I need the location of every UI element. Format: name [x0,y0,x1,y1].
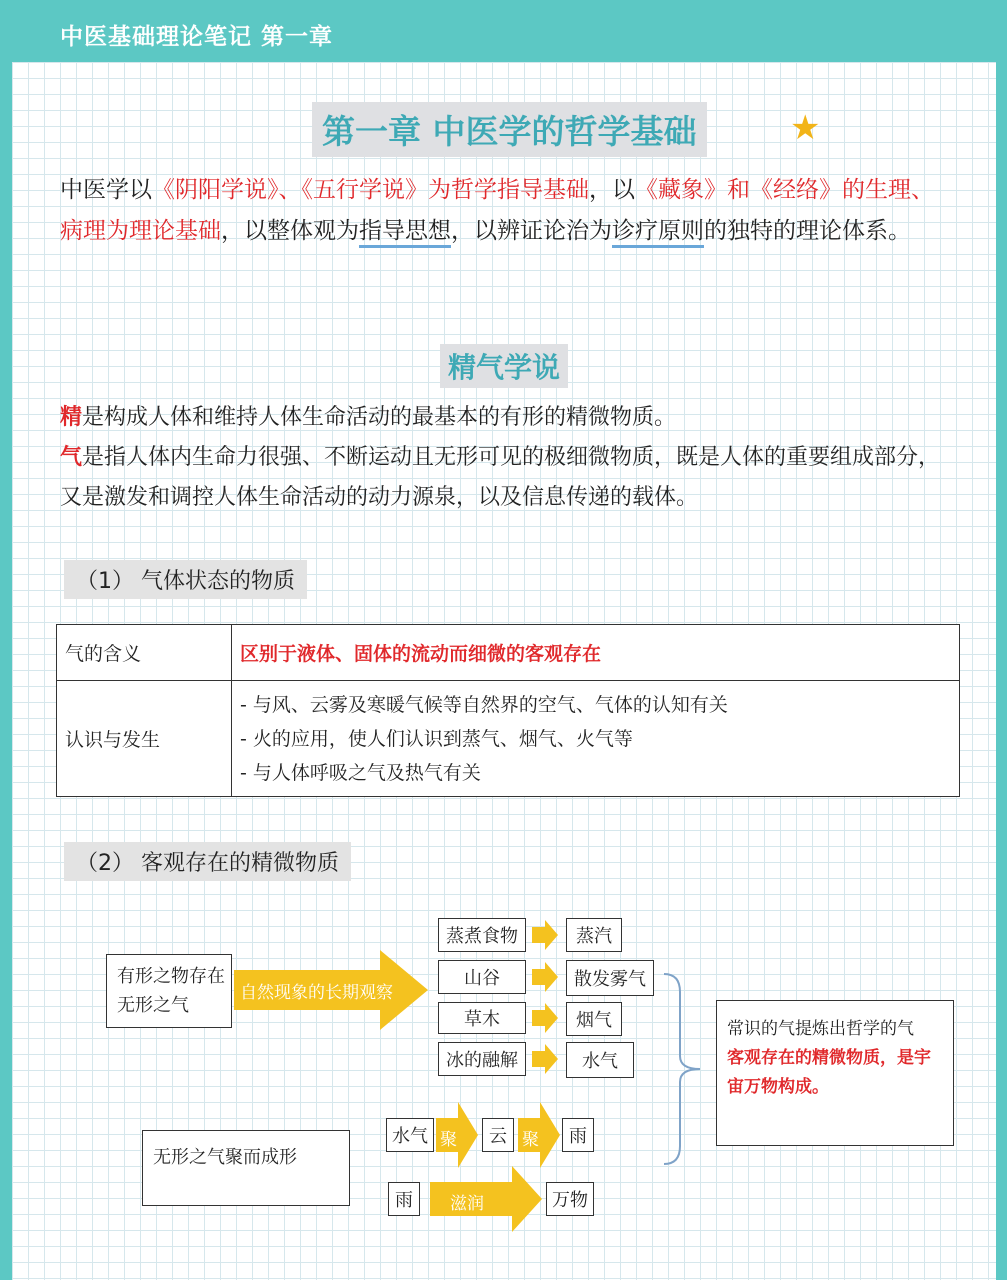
qi-meaning: 区别于液体、固体的流动而细微的客观存在 [240,643,602,665]
summary-line: 常识的气提炼出哲学的气 [727,1019,914,1039]
jing-definition [60,398,950,438]
pair-from: 蒸煮食物 [438,918,526,952]
qi-term: 气 [60,445,83,470]
section-title: 精气学说 [440,344,568,388]
subheading-1: （1） 气体状态的物质 [64,560,307,599]
summary-highlight: 客观存在的精微物质，是宇宙万物构成。 [727,1048,931,1097]
qi-text: 是指人体内生命力很强、不断运动且无形可见的极细微物质，既是人体的重要组成部分，又是激发和调控人体生命活动的动力源泉，以及信息传递的载体。 [60,445,941,510]
small-arrow-icon [532,920,558,950]
chain-node: 雨 [388,1182,420,1216]
star-icon: ★ [790,108,821,148]
big-arrow-label: 自然现象的长期观察 [240,983,393,1003]
chapter-title: 第一章 中医学的哲学基础 [312,102,707,157]
qi-definition [60,438,950,518]
summary-box [716,1000,954,1146]
table-key: 气的含义 [57,625,232,681]
intro-highlight: 《阴阳学说》、《五行学说》为哲学指导基础 [152,177,589,203]
intro-underline: 指导思想 [359,218,451,248]
small-arrow-icon [532,962,558,992]
intro-text: 的独特的理论体系。 [704,218,911,244]
list-item: - 火的应用，使人们认识到蒸气、烟气、火气等 [240,727,633,750]
pair-to: 蒸汽 [566,918,622,952]
pair-from: 冰的融解 [438,1042,526,1076]
intro-text: ，以 [589,177,635,203]
list-item: - 与人体呼吸之气及热气有关 [240,761,481,784]
intro-highlight: 《藏象》和《经络》的生理、病理为理论基础 [60,177,934,244]
list-item: - 与风、云雾及寒暖气候等自然界的空气、气体的认知有关 [240,693,728,716]
table-row [57,681,960,797]
nourish-arrow-label: 滋润 [450,1194,484,1214]
small-arrow-icon [532,1044,558,1074]
chain-node: 雨 [562,1118,594,1152]
intro-text: ，以辨证论治为 [451,218,612,244]
chain-node: 云 [482,1118,514,1152]
document-title: 中医基础理论笔记 第一章 [60,24,334,50]
intro-underline: 诊疗原则 [612,218,704,248]
table-key: 认识与发生 [57,681,232,797]
subheading-2: （2） 客观存在的精微物质 [64,842,351,881]
pair-to: 水气 [566,1042,634,1078]
chain-arrow-label: 聚 [440,1130,457,1150]
intro-text: 中医学以 [60,177,152,203]
source-box: 有形之物存在无形之气 [106,954,232,1028]
pair-from: 山谷 [438,960,526,994]
jing-text: 是构成人体和维持人体生命活动的最基本的有形的精微物质。 [82,405,677,430]
header-bar [0,0,1007,64]
qi-table [56,624,960,797]
jing-term: 精 [60,405,83,430]
nourish-arrow-icon [430,1166,542,1232]
table-value [232,681,960,797]
note-sheet [12,62,996,1280]
brace-icon [660,972,706,1166]
intro-paragraph [60,170,950,252]
table-row [57,625,960,681]
chain-arrow-label: 聚 [522,1130,539,1150]
chain-node: 万物 [546,1182,594,1216]
chain-node: 水气 [386,1118,434,1152]
pair-from: 草木 [438,1002,526,1034]
small-arrow-icon [532,1003,558,1033]
pair-to: 烟气 [566,1002,622,1036]
intro-text: ，以整体观为 [221,218,359,244]
pair-to: 散发雾气 [566,960,654,996]
table-value [232,625,960,681]
formation-box: 无形之气聚而成形 [142,1130,350,1206]
